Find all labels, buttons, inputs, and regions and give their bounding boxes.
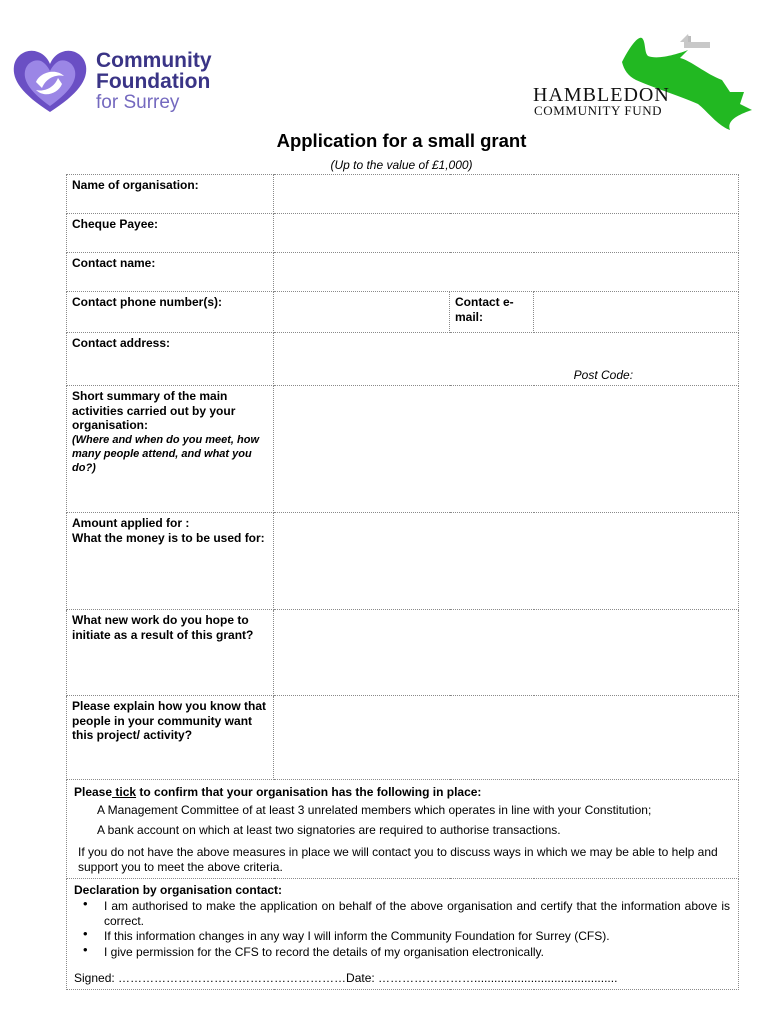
row-contact-name — [67, 253, 739, 292]
new-work-field[interactable] — [274, 610, 739, 696]
hcf-logo-line1: HAMBLEDON — [533, 84, 670, 106]
contact-address-field[interactable] — [274, 333, 739, 386]
cfs-logo-line1: Community — [96, 49, 212, 72]
declaration-list — [79, 896, 731, 959]
summary-hint: (Where and when do you meet, how many people attend, and what you do?) — [72, 433, 260, 474]
interlocking-hearts-logo-icon — [10, 46, 90, 118]
bullet-icon: • — [83, 941, 88, 957]
amount-label: Amount applied for : — [72, 516, 190, 530]
bullet-icon: • — [83, 926, 88, 941]
row-amount — [67, 513, 739, 610]
cfs-logo-line3: for Surrey — [96, 92, 180, 113]
row-contact-address — [67, 333, 739, 386]
page-title: Application for a small grant — [276, 130, 527, 151]
row-summary — [67, 386, 739, 513]
contact-email-label: Contact e-mail: — [450, 292, 534, 333]
cfs-logo-line2: Foundation — [96, 70, 211, 93]
contact-email-field[interactable] — [534, 292, 739, 333]
new-work-label: What new work do you hope to initiate as a result of this grant? — [67, 610, 274, 696]
bullet-icon: • — [83, 896, 88, 911]
declaration-item — [79, 941, 730, 960]
summary-cell — [67, 386, 274, 513]
declaration-item-text: I give permission for the CFS to record the details of my organisation electronically. — [104, 944, 544, 959]
declaration-title: Declaration by organisation contact: — [74, 883, 283, 897]
contact-name-field[interactable] — [274, 253, 739, 292]
row-cheque-payee — [67, 214, 739, 253]
amount-cell — [67, 513, 274, 610]
criterion-bank-account[interactable]: A bank account on which at least two signatories are required to authorise transactions. — [97, 823, 561, 837]
row-declaration — [67, 879, 739, 990]
page-subtitle: (Up to the value of £1,000) — [330, 158, 473, 172]
cfs-logo — [10, 46, 250, 122]
confirm-section — [67, 780, 739, 879]
cheque-payee-label: Cheque Payee: — [67, 214, 274, 253]
confirm-lead-before: Please — [74, 785, 113, 799]
confirm-note: If you do not have the above measures in place we will contact you to discuss ways in which we may be able to help and support you to meet the above criteria. — [78, 845, 718, 874]
summary-field[interactable] — [274, 386, 739, 513]
row-new-work — [67, 610, 739, 696]
row-community-need — [67, 696, 739, 780]
declaration-item-text: If this information changes in any way I will inform the Community Foundation for Surrey (CFS). — [104, 929, 610, 943]
confirm-tick-word: tick — [112, 785, 137, 799]
declaration-item — [79, 926, 730, 944]
contact-phone-field[interactable] — [274, 292, 450, 333]
declaration-item — [79, 896, 731, 928]
hcf-logo-line2: COMMUNITY FUND — [534, 103, 663, 118]
declaration-item-text: I am authorised to make the application on behalf of the above organisation and certify that the information above is correct. — [104, 899, 731, 928]
row-confirm — [67, 780, 739, 879]
confirm-heading — [74, 785, 734, 799]
community-need-label: Please explain how you know that people in your community want this project/ activity? — [67, 696, 274, 780]
confirm-lead-after: to confirm that your organisation has the following in place: — [136, 785, 482, 799]
contact-address-label: Contact address: — [67, 333, 274, 386]
row-contact-phone-email — [67, 292, 739, 333]
cheque-payee-field[interactable] — [274, 214, 739, 253]
application-form — [66, 174, 739, 990]
row-organisation-name — [67, 175, 739, 214]
criterion-committee[interactable]: A Management Committee of at least 3 unrelated members which operates in line with your Constitution; — [97, 803, 652, 817]
organisation-name-field[interactable] — [274, 175, 739, 214]
hcf-logo — [530, 30, 765, 134]
contact-name-label: Contact name: — [67, 253, 274, 292]
community-need-field[interactable] — [274, 696, 739, 780]
declaration-section — [67, 879, 739, 990]
summary-label: Short summary of the main activities carried out by your organisation: — [72, 389, 236, 432]
organisation-name-label: Name of organisation: — [67, 175, 274, 214]
signature-line[interactable]: Signed: …………………………………………………Date: ……………………........................................... — [74, 971, 618, 985]
money-use-label: What the money is to be used for: — [72, 530, 265, 545]
post-code-label: Post Code: — [573, 368, 634, 382]
amount-field[interactable] — [274, 513, 739, 610]
contact-phone-label: Contact phone number(s): — [67, 292, 274, 333]
